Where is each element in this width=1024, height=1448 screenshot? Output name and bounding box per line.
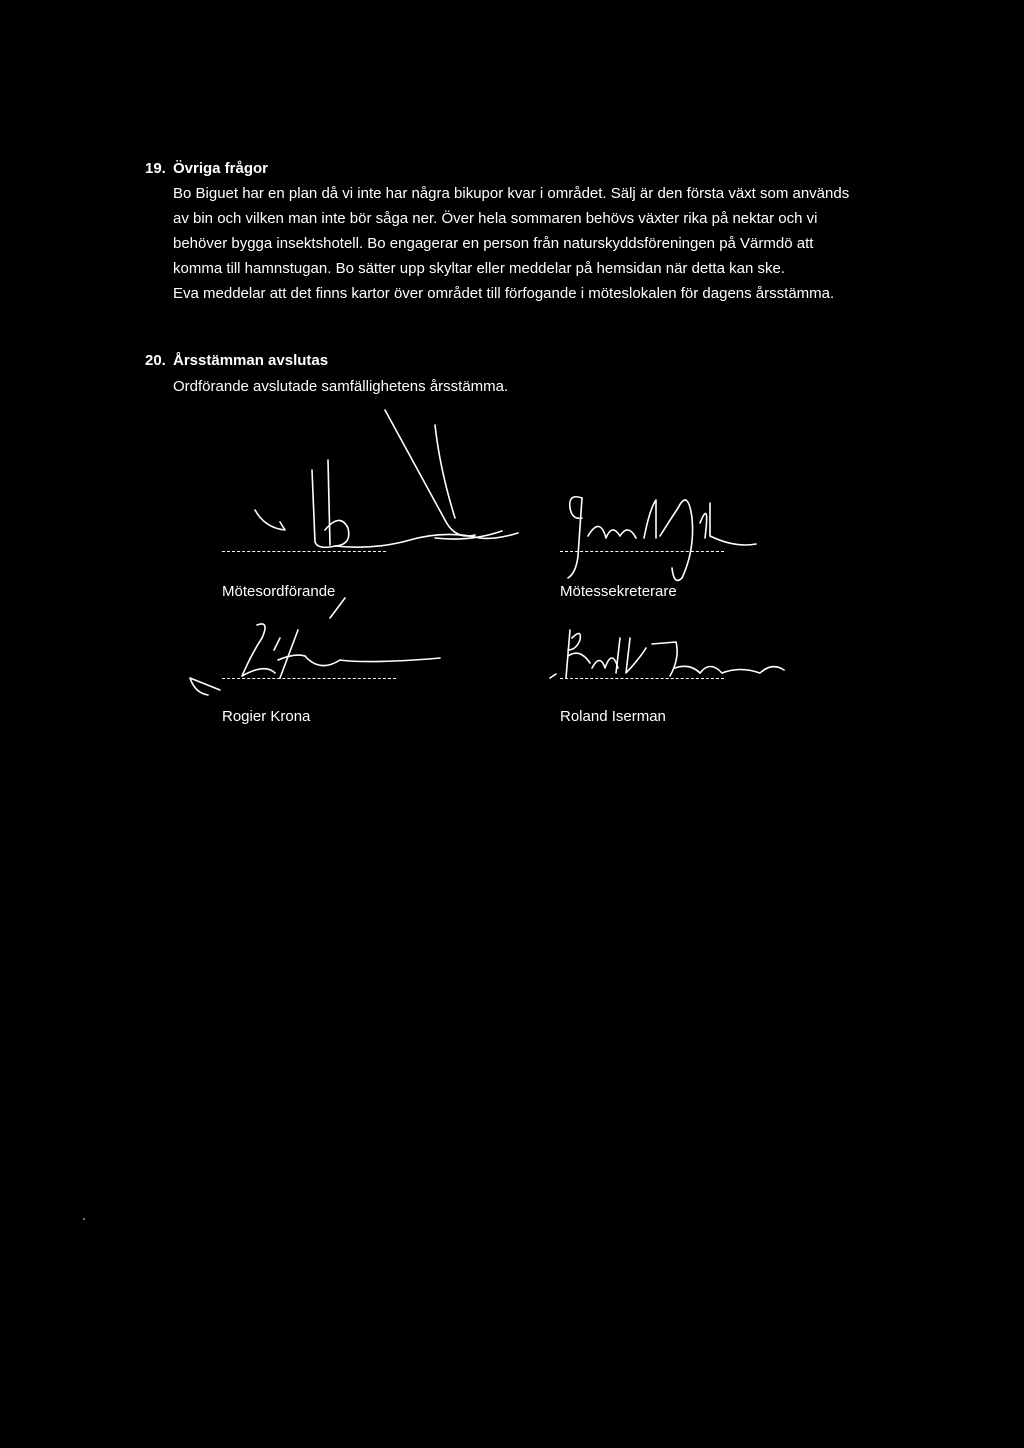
section-19-line-5: Eva meddelar att det finns kartor över området till förfogande i möteslokalen för dagens årsstämma.: [173, 285, 835, 302]
section-19-line-4: komma till hamnstugan. Bo sätter upp skyltar eller meddelar på hemsidan när detta kan ske.: [173, 260, 785, 277]
section-20-number: 20.: [145, 352, 166, 369]
section-19-heading: [145, 160, 268, 177]
chair-signature: [240, 400, 540, 560]
adjuster-2-signature-line: [560, 678, 724, 679]
section-19-line-3: behöver bygga insektshotell. Bo engagerar en person från naturskyddsföreningen på Värmdö att: [173, 235, 814, 252]
section-20-body: [173, 374, 933, 399]
section-19-line-2: av bin och vilken man inte bör såga ner. Över hela sommaren behövs växter rika på nektar och vi: [173, 210, 818, 227]
adjuster-1-signature: [180, 598, 450, 708]
section-19-title: Övriga frågor: [173, 160, 269, 177]
chair-signature-line: [222, 551, 386, 552]
section-19-line-1: Bo Biguet har en plan då vi inte har några bikupor kvar i området. Sälj är den första växt som används: [173, 185, 850, 202]
secretary-signature-line: [560, 551, 724, 552]
section-20-title: Årsstämman avslutas: [173, 352, 329, 369]
chair-label: Mötesordförande: [222, 583, 336, 600]
adjuster-2-signature: [540, 618, 800, 698]
scan-speck: [83, 1218, 85, 1220]
section-19-number: 19.: [145, 160, 166, 177]
adjuster-1-signature-line: [222, 678, 396, 679]
section-20-line-1: Ordförande avslutade samfällighetens årsstämma.: [173, 378, 509, 395]
section-19-body: [173, 181, 933, 306]
adjuster-1-name: Rogier Krona: [222, 708, 311, 725]
adjuster-2-name: Roland Iserman: [560, 708, 666, 725]
secretary-label: Mötessekreterare: [560, 583, 677, 600]
section-20-heading: [145, 352, 328, 369]
secretary-signature: [560, 478, 800, 588]
